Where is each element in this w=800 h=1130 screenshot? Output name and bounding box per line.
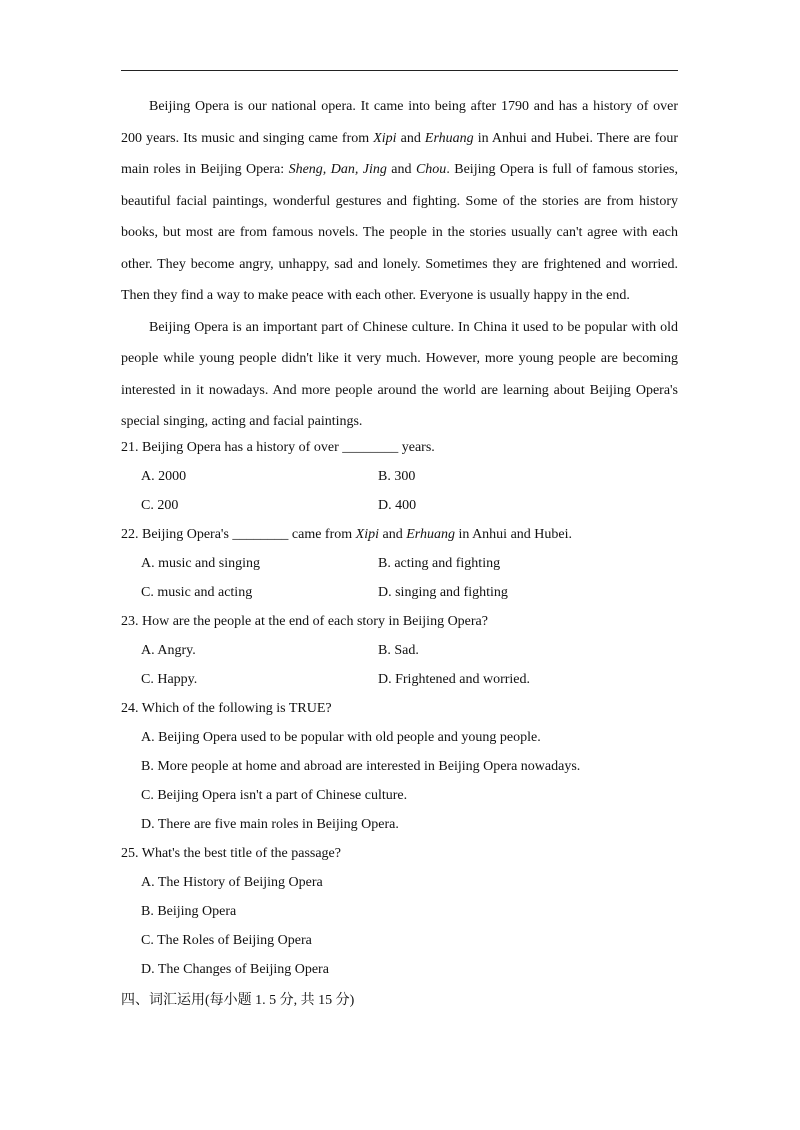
option-row bbox=[121, 665, 678, 694]
option: C. The Roles of Beijing Opera bbox=[141, 933, 312, 948]
option-row bbox=[121, 491, 678, 520]
option: B. More people at home and abroad are interested in Beijing Opera nowadays. bbox=[141, 759, 581, 774]
option: C. Happy. bbox=[141, 672, 198, 687]
reading-passage bbox=[121, 91, 678, 438]
stem-text: and bbox=[378, 527, 407, 542]
stem-italic-term: Erhuang bbox=[406, 527, 455, 542]
option-row bbox=[121, 462, 678, 491]
option: A. Angry. bbox=[141, 643, 196, 658]
question-stem: 23. How are the people at the end of each story in Beijing Opera? bbox=[121, 614, 488, 629]
option: D. 400 bbox=[378, 498, 417, 513]
option: A. music and singing bbox=[141, 556, 260, 571]
option: B. acting and fighting bbox=[378, 556, 501, 571]
option: A. Beijing Opera used to be popular with old people and young people. bbox=[141, 730, 541, 745]
passage-text: . Beijing Opera is full of famous stories, beautiful facial paintings, wonderful gestures and fighting. Some of the stories are from history books, but most are from famous novels. The people in the stories usually can't agree with each other. They become angry, unhappy, sad and lonely. Sometimes they are frightened and worried. Then they find a way to make peace with each other. Everyone is usually happy in the end. bbox=[121, 162, 678, 303]
option: C. 200 bbox=[141, 498, 179, 513]
passage-italic-term: Erhuang bbox=[424, 130, 474, 146]
option: A. The History of Beijing Opera bbox=[141, 875, 323, 890]
passage-italic-term: Sheng, Dan, Jing bbox=[288, 162, 387, 177]
option: D. The Changes of Beijing Opera bbox=[141, 962, 329, 977]
option: D. singing and fighting bbox=[378, 585, 508, 600]
question-list bbox=[121, 433, 678, 984]
option: C. music and acting bbox=[141, 585, 253, 600]
option-row bbox=[121, 549, 678, 578]
section-heading: 四、词汇运用(每小题 1. 5 分, 共 15 分) bbox=[121, 993, 355, 1008]
passage-text: Beijing Opera is our national opera. It came into being after 1790 and has a history of over 200 years. Its music and singing came from bbox=[121, 99, 678, 146]
option: D. Frightened and worried. bbox=[378, 672, 531, 687]
question-stem bbox=[121, 520, 678, 549]
passage-text: and bbox=[396, 130, 425, 146]
passage-text: in Anhui and Hubei. There are four main roles in Beijing Opera: bbox=[121, 130, 678, 177]
option: A. 2000 bbox=[141, 469, 187, 484]
passage-italic-term: Xipi bbox=[373, 130, 397, 146]
passage-text: and bbox=[386, 162, 416, 177]
stem-text: 22. Beijing Opera's ________ came from bbox=[121, 527, 356, 542]
question-stem: 24. Which of the following is TRUE? bbox=[121, 701, 332, 716]
option: B. 300 bbox=[378, 469, 416, 484]
option: B. Sad. bbox=[378, 643, 419, 658]
passage-paragraph-2: Beijing Opera is an important part of Chinese culture. In China it used to be popular with old people while young people didn't like it very much. However, more young people are becoming interested in it nowadays. And more people around the world are learning about Beijing Opera's special singing, acting and facial paintings. bbox=[121, 319, 678, 429]
option: C. Beijing Opera isn't a part of Chinese culture. bbox=[141, 788, 408, 803]
passage-paragraph-1 bbox=[121, 91, 678, 312]
option-row bbox=[121, 578, 678, 607]
stem-text: in Anhui and Hubei. bbox=[454, 527, 572, 542]
question-stem: 21. Beijing Opera has a history of over ________ years. bbox=[121, 440, 435, 455]
passage-italic-term: Chou bbox=[415, 162, 447, 177]
stem-italic-term: Xipi bbox=[355, 527, 379, 542]
option-row bbox=[121, 636, 678, 665]
option: B. Beijing Opera bbox=[141, 904, 237, 919]
question-stem: 25. What's the best title of the passage? bbox=[121, 846, 341, 861]
header-rule bbox=[121, 70, 678, 71]
option: D. There are five main roles in Beijing Opera. bbox=[141, 817, 399, 832]
